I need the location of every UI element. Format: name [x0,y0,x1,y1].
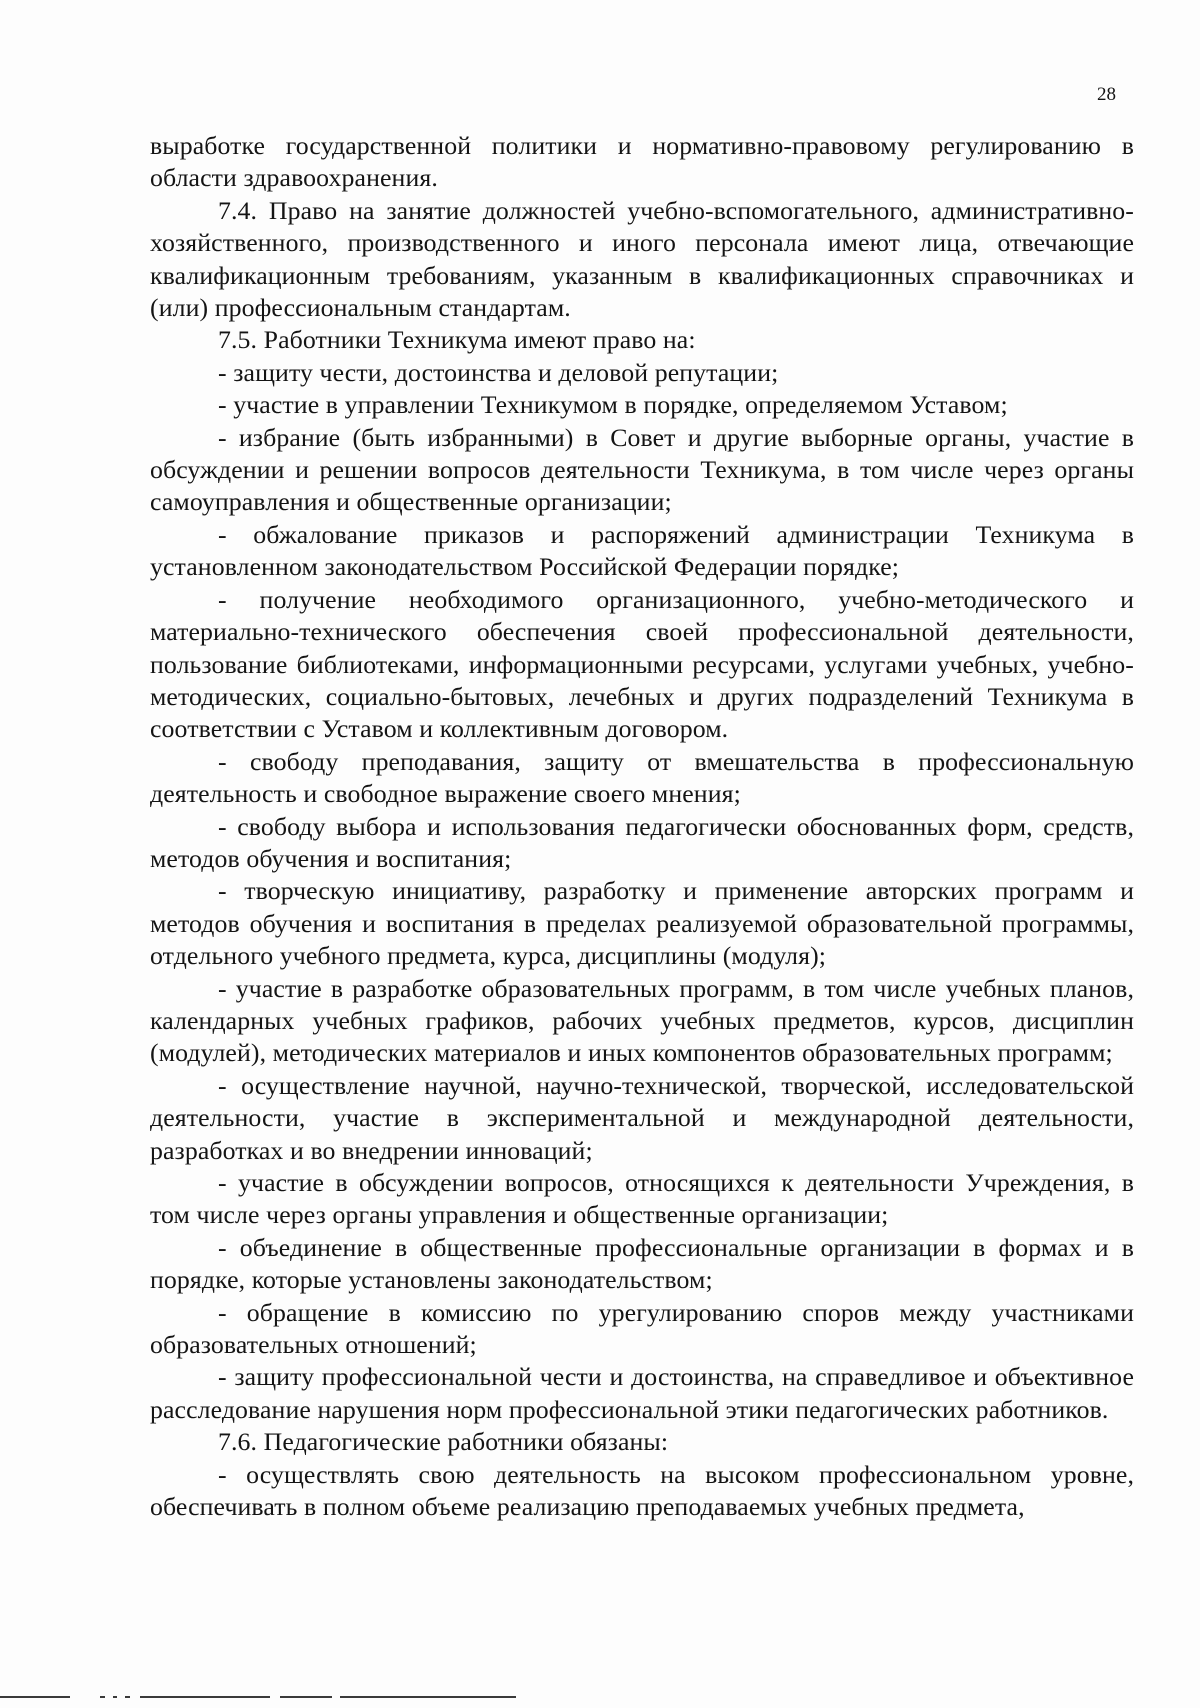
page-number: 28 [1097,84,1116,105]
section-heading-7-5: 7.5. Работники Техникума имеют право на: [218,325,696,355]
list-item: - получение необходимого организационного, учебно-методического и материально-технического обеспечения своей профессиональной деятельности, пользование библиотеками, информационными ресурсами, услугами учебных, учебно-методических, социально-бытовых, лечебных и других подразделений Техникума в соответствии с Уставом и коллективным договором. [150,584,1134,744]
section-heading-7-6: 7.6. Педагогические работники обязаны: [218,1427,669,1457]
scan-line [280,1696,332,1698]
list-item: - участие в разработке образовательных программ, в том числе учебных планов, календарных учебных графиков, рабочих учебных предметов, курсов, дисциплин (модулей), методических материалов и иных компонентов образовательных программ; [150,973,1134,1068]
scan-line [125,1696,130,1698]
list-item: - обращение в комиссию по урегулированию споров между участниками образовательных отношений; [150,1297,1134,1360]
scan-line [113,1696,117,1698]
list-item: - свободу преподавания, защиту от вмешательства в профессиональную деятельность и свободное выражение своего мнения; [150,746,1134,809]
document-body [150,130,1134,1523]
list-item: - участие в управлении Техникумом в порядке, определяемом Уставом; [218,390,1008,420]
list-item: - защиту профессиональной чести и достоинства, на справедливое и объективное расследование нарушения норм профессиональной этики педагогических работников. [150,1362,1134,1424]
scan-line [140,1696,270,1698]
list-item: - творческую инициативу, разработку и применение авторских программ и методов обучения и воспитания в пределах реализуемой образовательной программы, отдельного учебного предмета, курса, дисциплины (модуля); [150,876,1134,971]
scan-line [0,1696,70,1698]
list-item: - участие в обсуждении вопросов, относящихся к деятельности Учреждения, в том числе через органы управления и общественные организации; [150,1168,1134,1230]
list-item: - защиту чести, достоинства и деловой репутации; [218,357,779,387]
paragraph: выработке государственной политики и нормативно-правовому регулированию в области здравоохранения. [150,131,1134,193]
scan-line [340,1696,516,1698]
list-item: - свободу выбора и использования педагогически обоснованных форм, средств, методов обучения и воспитания; [150,811,1134,873]
scan-line [100,1696,105,1698]
scan-edge-marks [0,1678,1200,1708]
list-item: - объединение в общественные профессиональные организации в формах и в порядке, которые установлены законодательством; [150,1232,1134,1295]
paragraph: 7.4. Право на занятие должностей учебно-вспомогательного, административно-хозяйственного, производственного и иного персонала имеют лица, отвечающие квалификационным требованиям, указанным в квалификационных справочниках и (или) профессиональным стандартам. [150,195,1134,323]
list-item: - осуществление научной, научно-технической, творческой, исследовательской деятельности, участие в экспериментальной и международной деятельности, разработках и во внедрении инноваций; [150,1070,1134,1165]
list-item: - обжалование приказов и распоряжений администрации Техникума в установленном законодательством Российской Федерации порядке; [150,519,1134,582]
list-item: - избрание (быть избранными) в Совет и другие выборные органы, участие в обсуждении и решении вопросов деятельности Техникума, в том числе через органы самоуправления и общественные организации; [150,422,1134,517]
list-item: - осуществлять свою деятельность на высоком профессиональном уровне, обеспечивать в полном объеме реализацию преподаваемых учебных предмета, [150,1459,1134,1522]
